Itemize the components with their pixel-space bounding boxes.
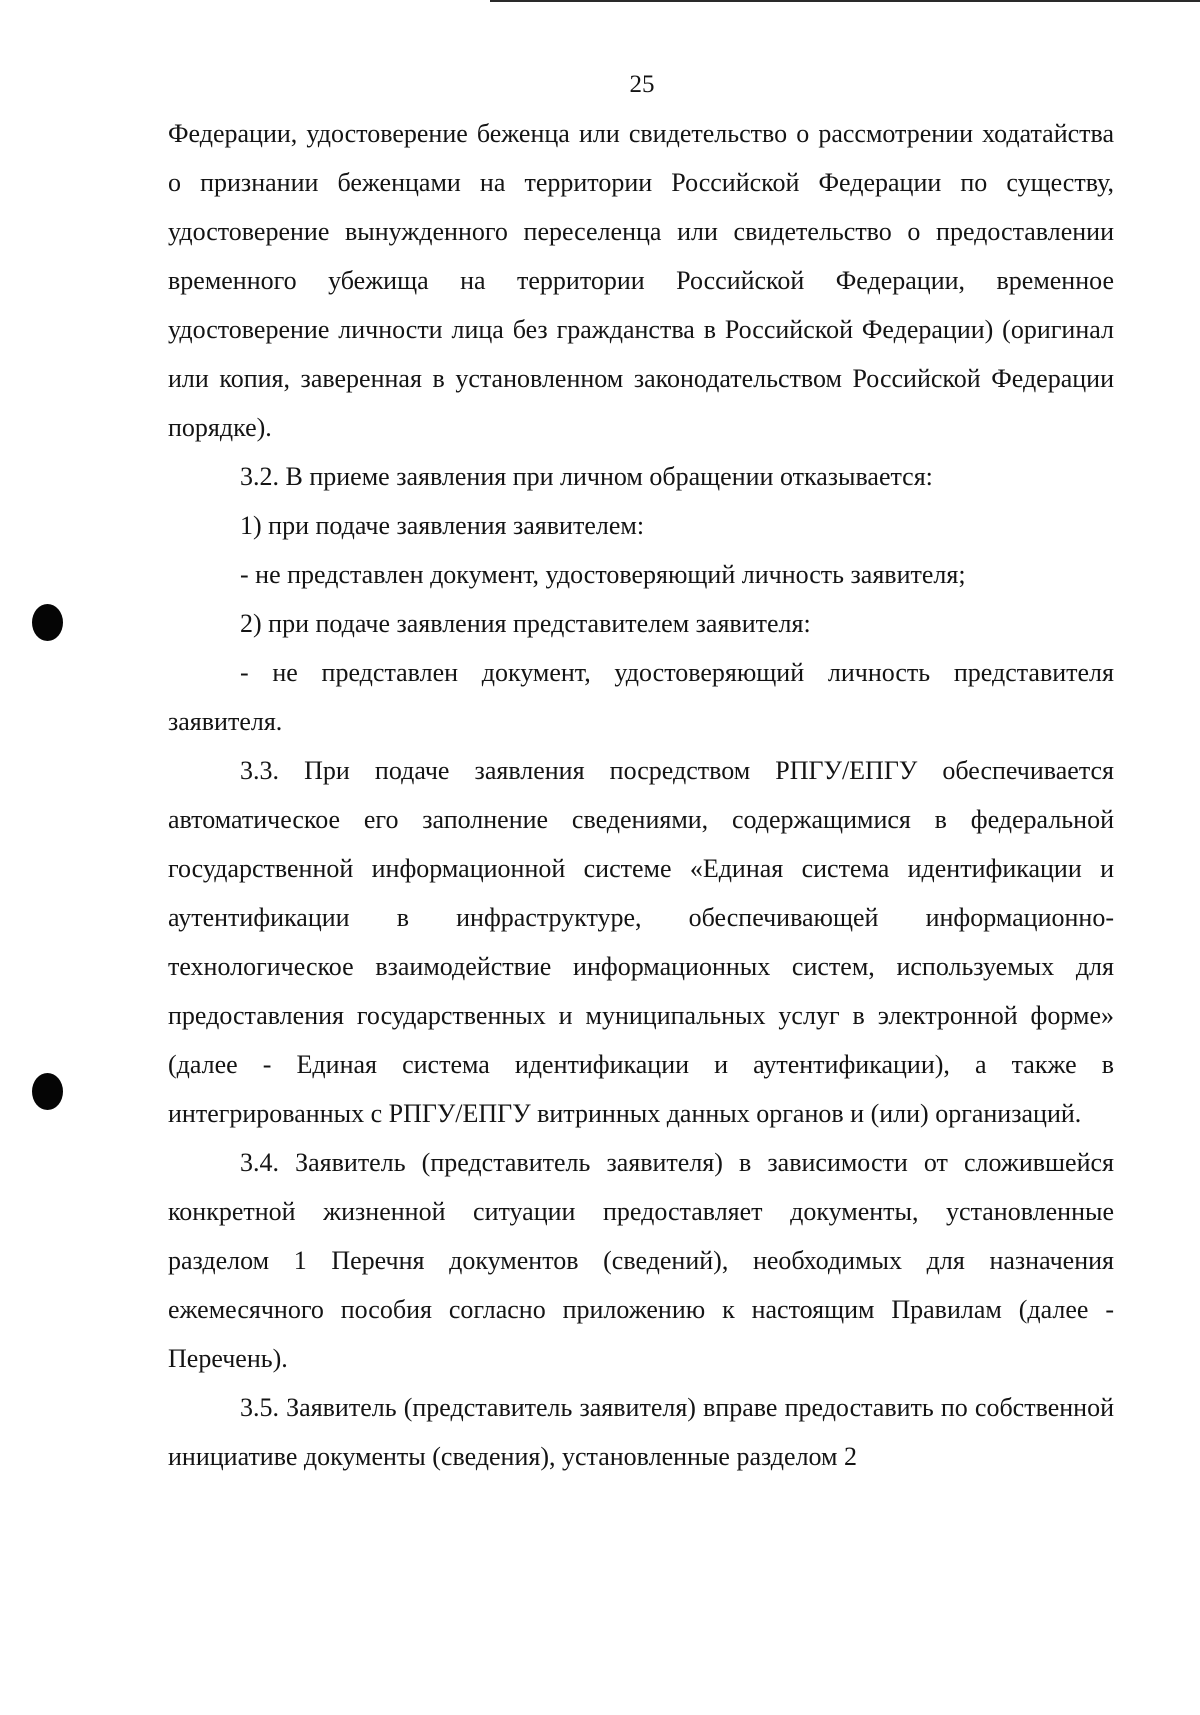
scan-edge-line	[490, 0, 1200, 2]
paragraph-3-2-item-2: 2) при подаче заявления представителем заявителя:	[240, 609, 811, 638]
paragraph-3-2-item-1: 1) при подаче заявления заявителем:	[240, 511, 645, 540]
paragraph-3-5: 3.5. Заявитель (представитель заявителя) вправе предоставить по собственной инициативе документы (сведения), установленные разделом 2	[168, 1393, 1114, 1471]
punch-hole-top	[32, 604, 63, 641]
paragraph-3-2-item-1-detail: - не представлен документ, удостоверяющий личность заявителя;	[240, 560, 966, 589]
page-number: 25	[629, 71, 655, 98]
punch-hole-bottom	[32, 1073, 63, 1110]
paragraph-3-2-item-2-detail: - не представлен документ, удостоверяющий личность представителя заявителя.	[168, 658, 1114, 736]
paragraph-continuation: Федерации, удостоверение беженца или свидетельство о рассмотрении ходатайства о признании беженцами на территории Российской Федерации по существу, удостоверение вынужденного переселенца или свидетельство о предоставлении временного убежища на территории Российской Федерации, временное удостоверение личности лица без гражданства в Российской Федерации) (оригинал или копия, заверенная в установленном законодательством Российской Федерации порядке).	[168, 119, 1114, 442]
paragraph-3-4: 3.4. Заявитель (представитель заявителя) в зависимости от сложившейся конкретной жизненной ситуации предоставляет документы, установленные разделом 1 Перечня документов (сведений), необходимых для назначения ежемесячного пособия согласно приложению к настоящим Правилам (далее - Перечень).	[168, 1148, 1114, 1373]
paragraph-3-3: 3.3. При подаче заявления посредством РПГУ/ЕПГУ обеспечивается автоматическое его заполнение сведениями, содержащимися в федеральной государственной информационной системе «Единая система идентификации и аутентификации в инфраструктуре, обеспечивающей информационно-технологическое взаимодействие информационных систем, используемых для предоставления государственных и муниципальных услуг в электронной форме» (далее - Единая система идентификации и аутентификации), а также в интегрированных с РПГУ/ЕПГУ витринных данных органов и (или) организаций.	[168, 756, 1114, 1128]
paragraph-3-2: 3.2. В приеме заявления при личном обращении отказывается:	[240, 462, 933, 491]
document-body	[168, 109, 1114, 1481]
